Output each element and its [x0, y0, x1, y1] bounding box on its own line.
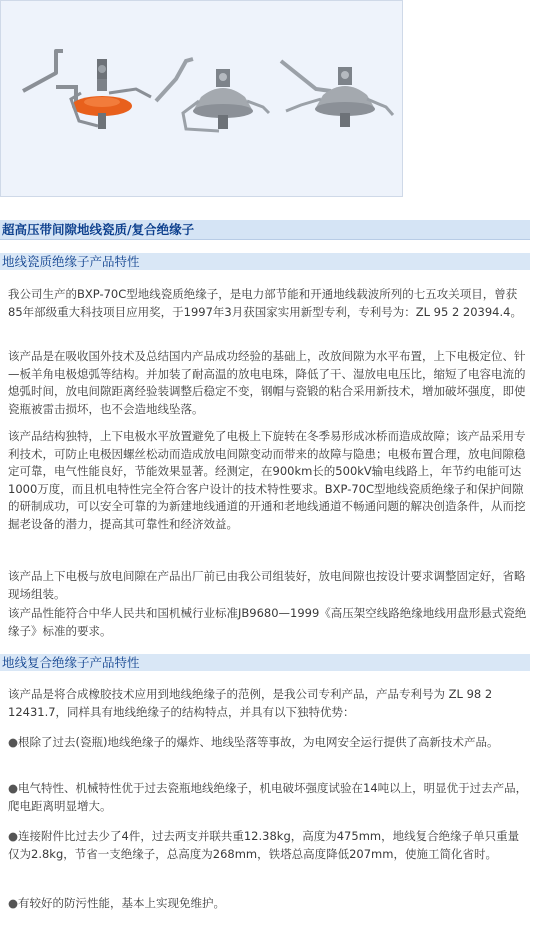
porcelain-insulator-image-2 — [281, 61, 393, 127]
porcelain-paragraph-3: 该产品结构独特，上下电极水平放置避免了电极上下旋转在冬季易形成冰桥而造成故障；该产品采用专利技术，可防止电极因螺丝松动而造成放电间隙变动而带来的故障与隐患；电极布置合理，放电间隙稳定可靠，电气性能良好，节能效果显著。经测定，在900km长的500kV输电线路上，年节约电能可达1000万度，而且机电特性完全符合客户设计的技术特性要求。BXP-70C型地线瓷质绝缘子和保护间隙的研制成功，可以安全可靠的为新建地线通道的开通和老地线通道不畅通问题的解决创造条件，从而挖掘老设备的潜力，提高其可靠性和经济效益。 — [8, 429, 526, 531]
bullet-text: 根除了过去(瓷瓶)地线绝缘子的爆炸、地线坠落等事故，为电网安全运行提供了高新技术产品。 — [18, 735, 499, 749]
porcelain-paragraph-5: 该产品性能符合中华人民共和国机械行业标准JB9680—1999《高压架空线路绝缘地线用盘形悬式瓷绝缘子》标准的要求。 — [8, 606, 527, 638]
composite-bullet-4 — [8, 895, 528, 913]
bullet-text: 有较好的防污性能，基本上实现免维护。 — [18, 896, 226, 910]
bullet-icon: ● — [8, 829, 19, 843]
porcelain-insulator-image-1 — [156, 59, 269, 131]
composite-bullet-3 — [8, 828, 528, 863]
porcelain-paragraph-2: 该产品是在吸收国外技术及总结国内产品成功经验的基础上，改放间隙为水平布置，上下电极定位、针—板羊角电极熄弧等结构。并加装了耐高温的放电电珠，降低了干、湿放电电压比，缩短了电容电流的熄弧时间，放电间隙距离经验装调整后稳定不变，钢帽与瓷锻的粘合采用新技术，增加破坏强度，即使瓷瓶被雷击损坏，也不会造地线坠落。 — [8, 349, 526, 416]
composite-intro: 该产品是将合成橡胶技术应用到地线绝缘子的范例，是我公司专利产品，产品专利号为 ZL 98 2 12431.7，同样具有地线绝缘子的结构特点，并具有以下独特优势： — [8, 687, 493, 719]
page-title: 超高压带间隙地线瓷质/复合绝缘子 — [0, 220, 530, 240]
section-title-porcelain: 地线瓷质绝缘子产品特性 — [0, 253, 530, 270]
insulator-illustration — [1, 1, 404, 198]
bullet-text: 连接附件比过去少了4件，过去两支并联共重12.38kg，高度为475mm，地线复合绝缘子单只重量仅为2.8kg，节省一支绝缘子，总高度为268mm，铁塔总高度降低207mm，使施工简化省时。 — [8, 829, 520, 861]
bullet-icon: ● — [8, 781, 19, 795]
bullet-text: 电气特性、机械特性优于过去瓷瓶地线绝缘子，机电破坏强度试验在14吨以上，明显优于过去产品，爬电距离明显增大。 — [8, 781, 528, 813]
porcelain-paragraph-4: 该产品上下电极与放电间隙在产品出厂前已由我公司组装好，放电间隙也按设计要求调整固定好，省略现场组装。 — [8, 569, 526, 601]
product-photo — [0, 0, 403, 197]
bullet-icon: ● — [8, 896, 19, 910]
composite-bullet-2 — [8, 780, 528, 815]
section-title-composite: 地线复合绝缘子产品特性 — [0, 654, 530, 671]
bullet-icon: ● — [8, 735, 19, 749]
porcelain-paragraph-1: 我公司生产的BXP-70C型地线瓷质绝缘子，是电力部节能和开通地线载波所列的七五攻关项目，曾获85年部级重大科技项目应用奖，于1997年3月获国家实用新型专利，专利号为：ZL 95 2 20394.4。 — [8, 287, 522, 319]
composite-insulator-image — [23, 51, 151, 129]
composite-bullet-1 — [8, 734, 528, 752]
